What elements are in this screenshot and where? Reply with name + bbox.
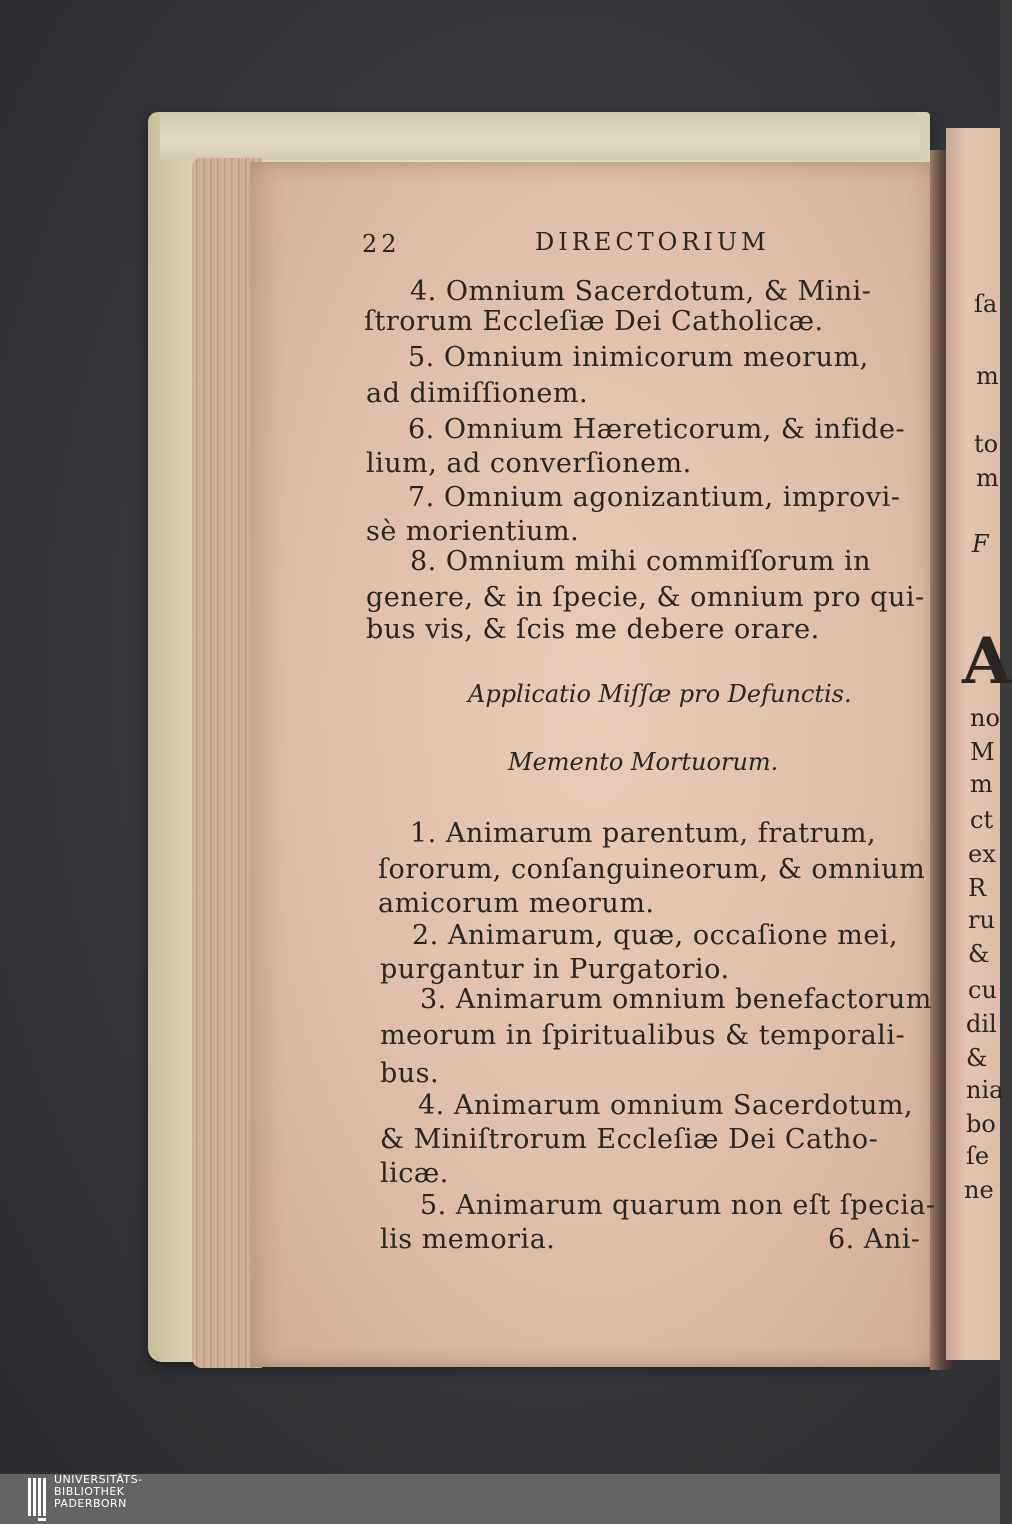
right-page-fragment: ex (968, 840, 996, 868)
right-page-fragment: no (970, 704, 1000, 732)
text-line: 6. Omnium Hæreticorum, & infide- (408, 414, 906, 445)
text-line: 7. Omnium agonizantium, improvi- (408, 482, 901, 513)
section-heading: Applicatio Miſſæ pro Defunctis. (468, 680, 852, 708)
text-line: sè morientium. (366, 516, 580, 547)
text-line: 2. Animarum, quæ, occaſione mei, (412, 920, 899, 951)
right-page-fragment: ct (970, 806, 994, 834)
right-page-initial: A (962, 624, 1012, 699)
right-page-fragment: nia (966, 1076, 1004, 1104)
text-line: licæ. (380, 1158, 449, 1189)
text-line: ſororum, conſanguineorum, & omnium (378, 854, 926, 885)
library-logo-text (54, 1474, 143, 1510)
page-number: 22 (362, 230, 401, 258)
library-logo-icon (0, 1474, 50, 1524)
book-cover-top-edge (160, 112, 920, 160)
text-line: purgantur in Purgatorio. (380, 954, 730, 985)
text-line: 1. Animarum parentum, fratrum, (410, 818, 877, 849)
text-line: meorum in ſpiritualibus & temporali- (380, 1020, 906, 1051)
right-page-fragment: & (968, 940, 990, 968)
text-line: 5. Animarum quarum non eſt ſpecia- (420, 1190, 936, 1221)
catchword: 6. Ani- (828, 1224, 921, 1255)
right-page-fragment: m (970, 770, 993, 798)
text-line: amicorum meorum. (378, 888, 655, 919)
text-line: lis memoria. (380, 1224, 556, 1255)
right-page-fragment: m (976, 464, 999, 492)
section-subheading: Memento Mortuorum. (508, 748, 779, 776)
right-page-fragment: M (970, 738, 995, 766)
text-line: lium, ad converſionem. (366, 448, 692, 479)
text-line: ad dimiſſionem. (366, 378, 589, 409)
right-page-fragment: bo (966, 1110, 996, 1138)
text-line: 4. Animarum omnium Sacerdotum, (418, 1090, 914, 1121)
right-page-fragment: R (968, 874, 987, 902)
right-page-fragment: ſa (974, 290, 998, 318)
text-line: & Miniſtrorum Eccleſiæ Dei Catho- (380, 1124, 879, 1155)
text-line: bus vis, & ſcis me debere orare. (366, 614, 820, 645)
logo-line: PADERBORN (54, 1497, 127, 1510)
right-page-fragment: ne (964, 1176, 994, 1204)
logo-line: UNIVERSITÄTS- (54, 1473, 143, 1486)
right-page-fragment: & (966, 1044, 988, 1072)
text-line: 5. Omnium inimicorum meorum, (408, 342, 869, 373)
right-page-fragment: ru (968, 906, 995, 934)
right-page-fragment: F (972, 530, 989, 558)
text-line: bus. (380, 1058, 440, 1089)
footer-bar (0, 1474, 1000, 1524)
text-line: 8. Omnium mihi commiſſorum in (410, 546, 871, 577)
text-line: genere, & in ſpecie, & omnium pro qui- (366, 582, 925, 613)
logo-line: BIBLIOTHEK (54, 1485, 125, 1498)
text-line: 4. Omnium Sacerdotum, & Mini- (410, 276, 872, 307)
right-page-fragment: m (976, 362, 999, 390)
right-page-fragment: cu (968, 976, 997, 1004)
right-page-fragment: dil (966, 1010, 997, 1038)
running-title: DIRECTORIUM (535, 228, 770, 256)
right-page-fragment: to (974, 430, 999, 458)
text-line: ſtrorum Eccleſiæ Dei Catholicæ. (364, 306, 824, 337)
right-page-fragment: ſe (966, 1142, 990, 1170)
text-line: 3. Animarum omnium benefactorum (420, 984, 932, 1015)
